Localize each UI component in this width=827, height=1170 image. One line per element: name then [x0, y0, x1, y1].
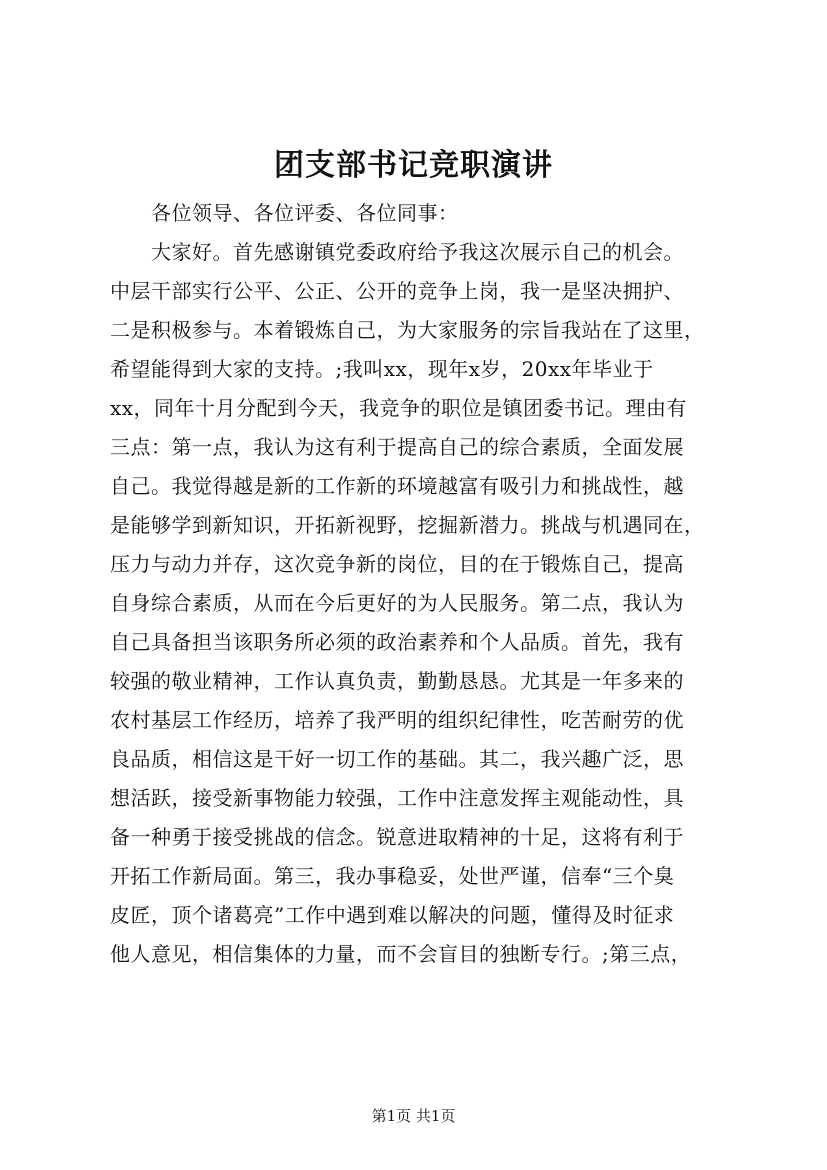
body-line: 自身综合素质，从而在今后更好的为人民服务。第二点，我认为	[110, 591, 684, 615]
body-line: 农村基层工作经历，培养了我严明的组织纪律性，吃苦耐劳的优	[110, 708, 684, 732]
body-line: 良品质，相信这是干好一切工作的基础。其二，我兴趣广泛，思	[110, 747, 684, 771]
page-number-footer: 第1页 共1页	[371, 1107, 456, 1125]
body-line: 自己具备担当该职务所必须的政治素养和个人品质。首先，我有	[110, 630, 684, 654]
body-line: 较强的敬业精神，工作认真负责，勤勤恳恳。尤其是一年多来的	[110, 669, 684, 693]
body-line: 他人意见，相信集体的力量，而不会盲目的独断专行。;第三点，	[110, 942, 692, 966]
document-title: 团支部书记竞职演讲	[274, 148, 553, 183]
body-line: xx，同年十月分配到今天，我竞争的职位是镇团委书记。理由有	[110, 396, 688, 420]
body-line: 开拓工作新局面。第三，我办事稳妥，处世严谨，信奉“三个臭	[110, 864, 675, 888]
body-line: 皮匠，顶个诸葛亮”工作中遇到难以解决的问题，懂得及时征求	[110, 903, 675, 927]
body-line: 自己。我觉得越是新的工作新的环境越富有吸引力和挑战性，越	[110, 474, 684, 498]
body-line: 备一种勇于接受挑战的信念。锐意进取精神的十足，这将有利于	[110, 825, 684, 849]
body-line: 压力与动力并存，这次竞争新的岗位，目的在于锻炼自己，提高	[110, 552, 684, 576]
body-line: 中层干部实行公平、公正、公开的竞争上岗，我一是坚决拥护、	[110, 279, 684, 303]
body-line: 希望能得到大家的支持。;我叫xx，现年x岁，20xx年毕业于	[110, 357, 654, 381]
body-line: 三点：第一点，我认为这有利于提高自己的综合素质，全面发展	[110, 435, 684, 459]
body-line: 想活跃，接受新事物能力较强，工作中注意发挥主观能动性，具	[110, 786, 684, 810]
body-line: 各位领导、各位评委、各位同事：	[110, 201, 459, 225]
body-line: 是能够学到新知识，开拓新视野，挖掘新潜力。挑战与机遇同在，	[110, 513, 705, 537]
body-line: 二是积极参与。本着锻炼自己，为大家服务的宗旨我站在了这里，	[110, 318, 705, 342]
document-body	[110, 194, 750, 974]
body-line: 大家好。首先感谢镇党委政府给予我这次展示自己的机会。	[110, 240, 684, 264]
